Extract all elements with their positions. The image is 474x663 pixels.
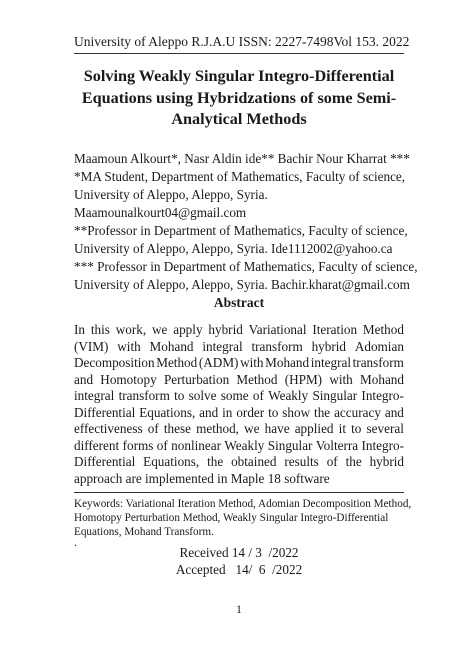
abstract-word: this [90, 322, 110, 337]
title-line: Equations using Hybridzations of some Semi- [81, 88, 397, 107]
abstract-word: we [152, 322, 168, 337]
abstract-line [74, 454, 404, 471]
abstract-line [74, 355, 404, 372]
abstract-word: several [366, 421, 404, 436]
abstract-word: Volterra [315, 437, 359, 453]
abstract-word: (ADM) [198, 355, 239, 370]
title-line: Solving Weakly Singular Integro-Differential [83, 67, 395, 85]
abstract-line [74, 339, 404, 356]
abstract-word: Singular [267, 437, 313, 453]
received-date: Received 14 / 3 /2022 [179, 545, 299, 560]
abstract-word: the [314, 404, 331, 420]
abstract-word: effectiveness [74, 421, 143, 436]
stray-mark: . [74, 535, 77, 549]
abstract-word: with [117, 338, 141, 354]
footnote-rule [74, 492, 404, 493]
abstract-word: Mohand [265, 355, 310, 370]
abstract-word: Method [156, 355, 198, 370]
abstract-word: Adomian [354, 338, 404, 354]
abstract-word: (HPM) [284, 371, 323, 387]
running-header [74, 34, 410, 50]
abstract-word: applied [294, 421, 334, 436]
abstract-word: forms [122, 437, 154, 453]
affiliation-line: University of Aleppo, Aleppo, Syria. Ide1112002@yahoo.ca [74, 241, 393, 256]
affiliation-line: University of Aleppo, Aleppo, Syria. [74, 187, 268, 202]
abstract-word: we [244, 421, 260, 436]
abstract-word: Integro- [361, 437, 404, 453]
abstract-word: Equations, [143, 454, 200, 469]
abstract-line [74, 372, 404, 389]
journal-info: University of Aleppo R.J.A.U ISSN: 2227-7498 [74, 34, 334, 49]
abstract-word: solve [188, 388, 217, 403]
abstract-word: these [163, 421, 191, 436]
abstract-word: Mohand [360, 371, 404, 387]
abstract-line [74, 421, 404, 438]
abstract-word: Iteration [312, 322, 358, 337]
abstract-word: Decomposition [74, 355, 155, 370]
submission-dates [74, 545, 404, 578]
abstract-word: Singular [312, 388, 358, 403]
affiliation-line: **Professor in Department of Mathematics, Faculty of science, [74, 223, 408, 238]
author-list: Maamoun Alkourt*, Nasr Aldin ide** Bachir Nour Kharrat *** [74, 151, 410, 166]
abstract-word: have [264, 421, 290, 436]
abstract-word: in [222, 404, 233, 420]
abstract-word: Differential [74, 454, 136, 469]
abstract-text: approach are implemented in Maple 18 software [74, 470, 330, 486]
abstract-word: integral [74, 388, 115, 403]
abstract-body [74, 322, 404, 487]
abstract-word: work, [115, 322, 147, 337]
abstract-word: Homotopy [100, 371, 157, 387]
volume-info: Vol 153. 2022 [333, 34, 410, 49]
abstract-word: integral [202, 338, 243, 354]
abstract-word: transform [352, 355, 404, 370]
header-rule [74, 53, 404, 54]
abstract-word: show [282, 404, 311, 420]
abstract-word: transform [251, 338, 303, 354]
abstract-word: and [199, 404, 219, 420]
paper-title [60, 66, 418, 131]
abstract-word: with [240, 355, 264, 370]
abstract-word: Weakly [268, 388, 309, 403]
abstract-word: Perturbation [163, 371, 230, 387]
abstract-word: some [220, 388, 249, 403]
abstract-word: Method [362, 322, 404, 337]
accepted-date: Accepted 14/ 6 /2022 [175, 561, 303, 577]
keywords-line: Keywords: Variational Iteration Method, Adomian Decomposition Method, [74, 498, 412, 510]
abstract-word: Integro- [361, 388, 404, 403]
abstract-word: and [74, 371, 94, 387]
abstract-word: of [326, 454, 338, 469]
abstract-word: results [284, 454, 319, 469]
affiliation-line: University of Aleppo, Aleppo, Syria. Bachir.kharat@gmail.com [74, 277, 410, 292]
abstract-word: In [74, 322, 85, 337]
abstract-word: of [252, 388, 264, 403]
abstract-word: hybrid [208, 322, 243, 337]
abstract-word: the [207, 454, 224, 469]
abstract-word: nonlinear [171, 437, 221, 453]
abstract-word: Equations, [139, 404, 196, 420]
abstract-word: Mohand [149, 338, 194, 354]
keywords [74, 497, 412, 539]
abstract-word: integral [310, 355, 352, 370]
abstract-word: of [156, 437, 168, 453]
abstract-line [74, 471, 404, 488]
abstract-word: Differential [74, 404, 136, 420]
title-line: Analytical Methods [171, 110, 307, 128]
abstract-word: method, [196, 421, 239, 436]
abstract-word: obtained [231, 454, 277, 469]
page-number: 1 [236, 604, 242, 616]
abstract-word: to [174, 388, 185, 403]
abstract-word: the [345, 454, 362, 469]
abstract-heading: Abstract [213, 295, 265, 310]
abstract-word: with [329, 371, 353, 387]
abstract-line [74, 388, 404, 405]
abstract-word: Weakly [224, 437, 265, 453]
affiliation-line: *MA Student, Department of Mathematics, Faculty of science, [74, 169, 406, 184]
abstract-word: hybrid [311, 338, 346, 354]
keywords-line: Homotopy Perturbation Method, Weakly Singular Integro-Differential [74, 512, 389, 524]
affiliation-line: *** Professor in Department of Mathematics, Faculty of science, [74, 259, 418, 274]
abstract-word: accuracy [334, 404, 381, 420]
abstract-line [74, 405, 404, 422]
abstract-word: hybrid [369, 454, 404, 469]
abstract-word: Method [236, 371, 278, 387]
keywords-line: Equations, Mohand Transform. [74, 526, 214, 538]
abstract-word: (VIM) [74, 338, 109, 354]
abstract-word: and [384, 404, 404, 420]
abstract-line [74, 438, 404, 455]
abstract-word: different [74, 437, 120, 453]
abstract-word: to [351, 421, 362, 436]
abstract-word: of [147, 421, 159, 436]
abstract-word: it [338, 421, 346, 436]
abstract-word: transform [118, 388, 170, 403]
abstract-line [74, 322, 404, 339]
author-email: Maamounalkourt04@gmail.com [74, 205, 247, 220]
abstract-word: order [236, 404, 265, 420]
abstract-word: Variational [248, 322, 307, 337]
abstract-word: apply [173, 322, 203, 337]
abstract-word: to [268, 404, 279, 420]
